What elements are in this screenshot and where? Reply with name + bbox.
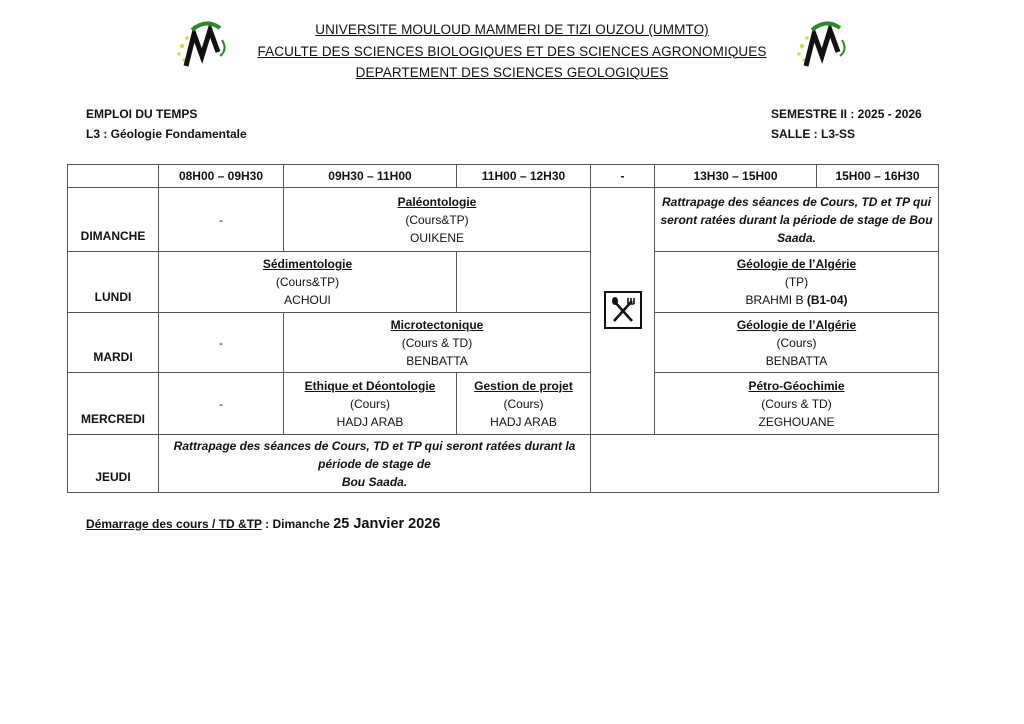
course-teacher: BENBATTA: [406, 353, 468, 368]
document-title: EMPLOI DU TEMPS: [86, 107, 198, 121]
course-cell: [457, 373, 591, 435]
course-cell: [655, 373, 939, 435]
fork-knife-icon: [604, 291, 642, 329]
slot-header: 09H30 – 11H00: [284, 165, 457, 188]
day-label: LUNDI: [68, 252, 159, 313]
course-subject: Géologie de l’Algérie: [736, 317, 857, 332]
row-lundi: [68, 252, 939, 313]
slot-header: -: [591, 165, 655, 188]
course-type: (Cours): [776, 335, 817, 350]
semester-label: SEMESTRE II : 2025 - 2026: [771, 107, 922, 121]
slot-empty: -: [159, 373, 284, 435]
day-label: MARDI: [68, 313, 159, 373]
course-subject: Paléontologie: [397, 194, 477, 209]
course-type: (TP): [784, 275, 809, 289]
course-cell: [655, 252, 939, 313]
course-type: (Cours&TP): [405, 212, 469, 227]
start-date-separator: : Dimanche: [261, 517, 334, 531]
course-cell: [159, 252, 457, 313]
course-room: (B1-04): [806, 293, 848, 307]
timetable: [67, 164, 939, 493]
course-teacher: BENBATTA: [765, 353, 828, 368]
course-subject: Microtectonique: [390, 317, 484, 332]
course-teacher: BRAHMI B: [745, 293, 804, 307]
slot-empty: -: [159, 313, 284, 373]
rattrapage-note: Rattrapage des séances de Cours, TD et TP qui seront ratées durant la période de stage de: [173, 438, 576, 471]
course-type: (Cours & TD): [761, 396, 832, 411]
row-mercredi: [68, 373, 939, 435]
course-subject: Sédimentologie: [262, 257, 353, 271]
course-teacher: HADJ ARAB: [490, 414, 557, 429]
day-label: DIMANCHE: [68, 188, 159, 252]
course-cell: [284, 313, 591, 373]
meta-right: [771, 104, 922, 144]
course-type: (Cours & TD): [401, 335, 473, 350]
corner-cell: [68, 165, 159, 188]
slot-empty: [457, 252, 591, 313]
course-teacher: ACHOUI: [284, 293, 331, 307]
room-label: SALLE : L3-SS: [771, 127, 856, 141]
slot-header: 13H30 – 15H00: [655, 165, 817, 188]
rattrapage-note: Rattrapage des séances de Cours, TD et TP qui seront ratées durant la période de stage de Bou Saada.: [660, 194, 933, 245]
course-subject: Gestion de projet: [474, 378, 573, 393]
lunch-break-cell: [591, 188, 655, 435]
slot-empty: -: [159, 188, 284, 252]
slot-header: 11H00 – 12H30: [457, 165, 591, 188]
row-dimanche: [68, 188, 939, 252]
row-jeudi: [68, 435, 939, 493]
course-teacher-room: [659, 291, 934, 309]
course-subject: Ethique et Déontologie: [304, 378, 436, 393]
faculty-name: FACULTE DES SCIENCES BIOLOGIQUES ET DES SCIENCES AGRONOMIQUES: [257, 43, 767, 59]
document-header: [0, 19, 1024, 84]
start-date-line: [86, 516, 440, 532]
start-date-label: Démarrage des cours / TD &TP: [86, 517, 262, 531]
course-teacher: HADJ ARAB: [336, 414, 404, 429]
day-label: JEUDI: [68, 435, 159, 493]
course-cell: [284, 188, 591, 252]
course-teacher: ZEGHOUANE: [758, 414, 835, 429]
level-label: L3 : Géologie Fondamentale: [86, 127, 247, 141]
slot-empty: [591, 435, 939, 493]
course-type: (Cours): [503, 396, 544, 411]
timetable-header-row: [68, 165, 939, 188]
course-type: (Cours): [349, 396, 390, 411]
course-type: (Cours&TP): [275, 275, 340, 289]
course-teacher: OUIKENE: [409, 230, 464, 245]
note-cell: [655, 188, 939, 252]
day-label: MERCREDI: [68, 373, 159, 435]
department-name: DEPARTEMENT DES SCIENCES GEOLOGIQUES: [355, 65, 669, 80]
start-date-value: 25 Janvier 2026: [333, 516, 441, 532]
meta-left: [86, 104, 247, 144]
university-name: UNIVERSITE MOULOUD MAMMERI DE TIZI OUZOU (UMMTO): [315, 22, 709, 37]
row-mardi: [68, 313, 939, 373]
slot-header: 08H00 – 09H30: [159, 165, 284, 188]
rattrapage-note-end: Bou Saada.: [341, 474, 408, 489]
course-cell: [284, 373, 457, 435]
note-cell: [159, 435, 591, 493]
course-subject: Géologie de l’Algérie: [736, 257, 857, 271]
course-subject: Pétro-Géochimie: [748, 378, 845, 393]
slot-header: 15H00 – 16H30: [817, 165, 939, 188]
course-cell: [655, 313, 939, 373]
